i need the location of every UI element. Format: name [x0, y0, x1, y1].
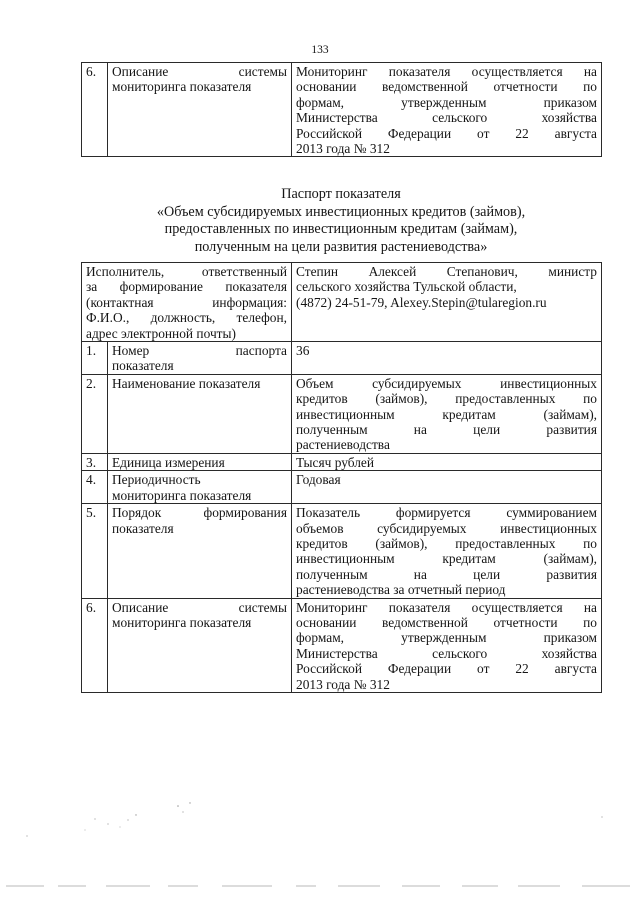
row-value-line: сельского хозяйства Тульской области,: [296, 279, 517, 295]
row-label-line: Порядок формирования: [112, 505, 287, 521]
row-label-line: мониторинга показателя: [112, 79, 252, 95]
row-label-line: мониторинга показателя: [112, 614, 252, 630]
row-value-line: Российской Федерации от 22 августа: [296, 661, 597, 677]
row-value-line: растениеводства за отчетный период: [296, 582, 506, 598]
row-value-line: кредитов (займов), предоставленных по: [296, 535, 597, 551]
row-value-line: Мониторинг показателя осуществляется на: [296, 599, 597, 615]
row-value-line: Тысяч рублей: [296, 454, 375, 470]
row-value-line: 2013 года № 312: [296, 676, 390, 692]
row-value-line: инвестиционным кредитам (займам),: [296, 406, 597, 422]
passport-title-line: «Объем субсидируемых инвестиционных кредитов (займов),: [156, 203, 526, 220]
passport-title-line: предоставленных по инвестиционным кредитам (займам),: [164, 221, 518, 238]
row-value-line: кредитов (займов), предоставленных по: [296, 391, 597, 407]
row-value-line: формам, утвержденным приказом: [296, 630, 597, 646]
row-number: 1.: [82, 342, 108, 375]
page-number: 133: [311, 44, 329, 56]
passport-title-line: полученным на цели развития растениеводства»: [194, 238, 488, 255]
row-value-line: основании ведомственной отчетности по: [296, 79, 597, 95]
row-value-line: Объем субсидируемых инвестиционных: [296, 375, 597, 391]
row-label-line: показателя: [112, 358, 174, 374]
row-value-line: Степин Алексей Степанович, министр: [296, 264, 597, 279]
row-label-line: Наименование показателя: [112, 375, 261, 391]
row-label-line: за формирование показателя: [86, 279, 287, 295]
row-label-line: Единица измерения: [112, 454, 225, 470]
row-value-line: инвестиционным кредитам (займам),: [296, 551, 597, 567]
row-value-line: Министерства сельского хозяйства: [296, 645, 597, 661]
row-value-line: растениеводства: [296, 437, 390, 453]
row-value-line: (4872) 24-51-79, Alexey.Stepin@tularegion.ru: [296, 294, 547, 310]
row-value-line: объемов субсидируемых инвестиционных: [296, 520, 597, 536]
row-label-line: показателя: [112, 520, 174, 536]
row-label-line: Описание системы: [112, 599, 287, 615]
row-value-line: 36: [296, 343, 310, 359]
passport-heading: Паспорт показателя: [281, 186, 401, 202]
row-number: 4.: [82, 471, 108, 504]
row-value-line: Показатель формируется суммированием: [296, 505, 597, 521]
row-value-line: Министерства сельского хозяйства: [296, 110, 597, 126]
row-label-line: Ф.И.О., должность, телефон,: [86, 310, 287, 326]
row-value-line: 2013 года № 312: [296, 141, 390, 157]
row-value-line: основании ведомственной отчетности по: [296, 614, 597, 630]
row-value-line: формам, утвержденным приказом: [296, 94, 597, 110]
row-number: 2.: [82, 374, 108, 453]
row-value-line: полученным на цели развития: [296, 566, 597, 582]
row-label-line: Описание системы: [112, 64, 287, 79]
row-number: 3.: [82, 453, 108, 470]
row-label-line: (контактная информация:: [86, 294, 287, 310]
row-value-line: Российской Федерации от 22 августа: [296, 125, 597, 141]
row-label-line: мониторинга показателя: [112, 487, 252, 503]
row-number: 6.: [82, 63, 108, 157]
row-label-line: Периодичность: [112, 472, 201, 488]
row-number: 6.: [82, 598, 108, 692]
row-value-line: полученным на цели развития: [296, 422, 597, 438]
row-label-line: Исполнитель, ответственный: [86, 264, 287, 279]
row-label-line: адрес электронной почты): [86, 325, 236, 341]
row-value-line: Годовая: [296, 472, 341, 488]
row-label-line: Номер паспорта: [112, 343, 287, 359]
row-number: 5.: [82, 504, 108, 598]
row-value-line: Мониторинг показателя осуществляется на: [296, 64, 597, 79]
